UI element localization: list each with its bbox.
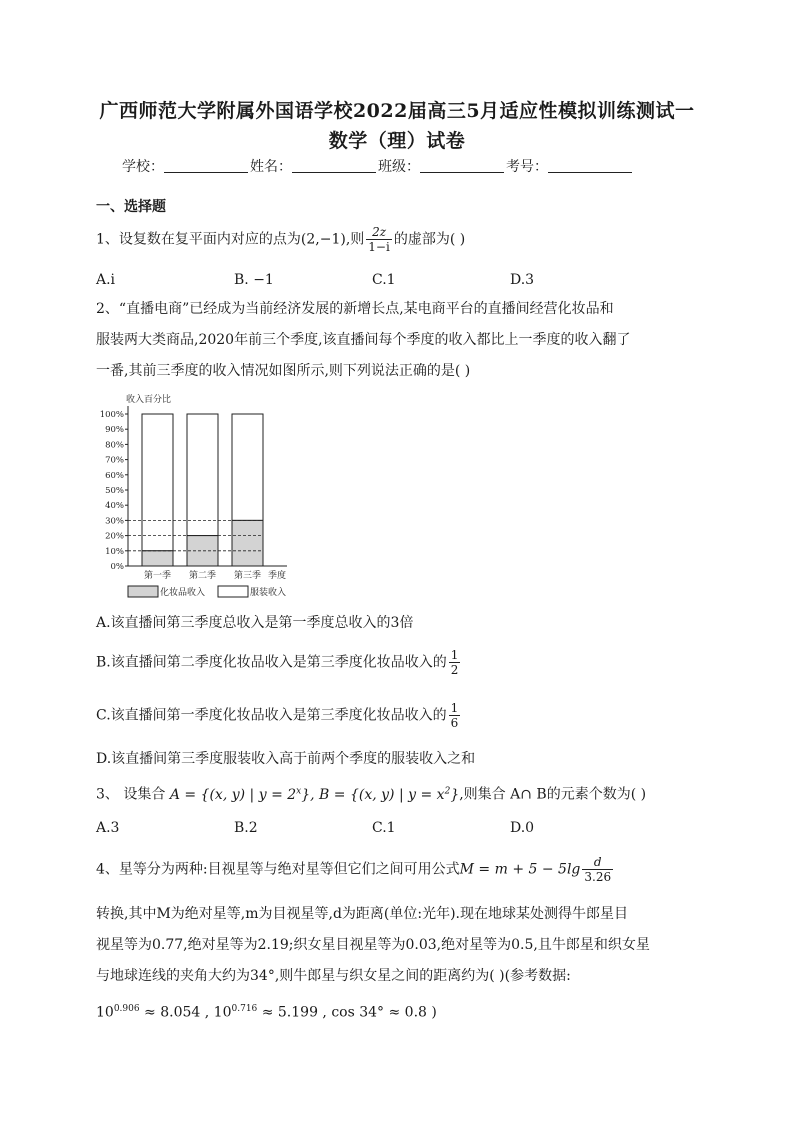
q4-line-3: 视星等为0.77,绝对星等为2.19;织女星目视星等为0.03,绝对星等为0.5,且牛郎星和织女星 bbox=[96, 937, 650, 953]
exam-number-label: 考号： bbox=[506, 159, 548, 175]
y-tick-label: 20% bbox=[105, 531, 124, 542]
q3-option-b[interactable]: B.2 bbox=[234, 820, 258, 836]
x-tick-label: 第一季 bbox=[143, 571, 172, 581]
q1-point: (2,−1) bbox=[300, 231, 346, 248]
student-info-row bbox=[122, 156, 634, 176]
legend-swatch-clothing bbox=[218, 586, 248, 597]
y-tick-label: 40% bbox=[105, 501, 124, 512]
q4-reference-data: $10^{0.906} \approx 8.054$ , $10^{0.716} \approx 5.199$ , cos 34° ≈ 0.8 ) bbox=[96, 1004, 437, 1021]
q2-option-c-fraction: $\frac{1}{6}$ bbox=[450, 701, 459, 730]
income-chart bbox=[92, 392, 302, 604]
y-tick-label: 90% bbox=[105, 425, 124, 436]
q2-line-1: 2、“直播电商”已经成为当前经济发展的新增长点,某电商平台的直播间经营化妆品和 bbox=[96, 301, 614, 317]
legend-swatch-cosmetics bbox=[128, 586, 158, 597]
q2-option-a[interactable]: A.该直播间第三季度总收入是第一季度总收入的3倍 bbox=[96, 615, 414, 631]
class-blank[interactable] bbox=[420, 158, 504, 173]
bar-clothing bbox=[187, 414, 218, 536]
section-title: 一、选择题 bbox=[96, 199, 166, 215]
school-label: 学校： bbox=[122, 159, 164, 175]
q2-option-b[interactable]: B.该直播间第二季度化妆品收入是第三季度化妆品收入的 $\frac{1}{2}$ bbox=[96, 648, 459, 677]
q3-stem: 3、 设集合 A = {(x, y) | $y = 2^x$}, B = {(x, y) | $y = x^2$},则集合 A∩ B的元素个数为( ) bbox=[96, 786, 647, 803]
name-blank[interactable] bbox=[292, 158, 376, 173]
q3-option-c[interactable]: C.1 bbox=[372, 820, 396, 836]
q4-stem: 4、星等分为两种:目视星等与绝对星等但它们之间可用公式M = m + 5 − 5lg $\frac{d}{3.26}$ bbox=[96, 855, 612, 884]
y-tick-label: 100% bbox=[99, 410, 124, 420]
q4-line-2: 转换,其中M为绝对星等,m为目视星等,d为距离(单位:光年).现在地球某处测得牛郎星目 bbox=[96, 906, 629, 922]
page-subtitle: 数学（理）试卷 bbox=[328, 130, 466, 152]
q2-option-b-fraction: $\frac{1}{2}$ bbox=[450, 648, 459, 677]
q1-option-d[interactable]: D.3 bbox=[510, 272, 535, 288]
y-tick-label: 10% bbox=[105, 546, 124, 557]
name-label: 姓名： bbox=[250, 159, 292, 175]
page-title: 广西师范大学附属外国语学校2022届高三5月适应性模拟训练测试一 bbox=[99, 100, 695, 122]
bar-cosmetics bbox=[232, 520, 263, 566]
x-axis-label: 季度 bbox=[268, 571, 287, 581]
y-axis-label: 收入百分比 bbox=[126, 395, 172, 405]
y-tick-label: 70% bbox=[105, 455, 124, 466]
y-tick-label: 30% bbox=[105, 516, 124, 527]
q3-option-a[interactable]: A.3 bbox=[96, 820, 120, 836]
q3-set-b: , B = {(x, y) | $y = x^2$} bbox=[310, 786, 460, 803]
bar-clothing bbox=[142, 414, 173, 551]
class-label: 班级： bbox=[378, 159, 420, 175]
school-blank[interactable] bbox=[164, 158, 248, 173]
q4-fraction: $\frac{d}{3.26}$ bbox=[584, 855, 612, 884]
q2-option-d[interactable]: D.该直播间第三季度服装收入高于前两个季度的服装收入之和 bbox=[96, 751, 476, 767]
exam-number-blank[interactable] bbox=[548, 158, 632, 173]
y-tick-label: 60% bbox=[105, 470, 124, 481]
legend-label-clothing: 服装收入 bbox=[250, 588, 287, 598]
q4-formula: M = m + 5 − 5lg bbox=[459, 861, 581, 878]
q2-option-c[interactable]: C.该直播间第一季度化妆品收入是第三季度化妆品收入的 $\frac{1}{6}$ bbox=[96, 701, 459, 730]
q1-stem: 1、设复数在复平面内对应的点为(2,−1),则 $\frac{2z}{1-i}$ 的虚部为( ) bbox=[96, 225, 466, 254]
q1-option-b[interactable]: B. −1 bbox=[234, 272, 274, 288]
legend-label-cosmetics: 化妆品收入 bbox=[160, 588, 206, 598]
x-tick-label: 第二季 bbox=[188, 571, 217, 581]
bar-cosmetics bbox=[142, 551, 173, 566]
q2-line-3: 一番,其前三季度的收入情况如图所示,则下列说法正确的是( ) bbox=[96, 363, 471, 379]
q4-line-4: 与地球连线的夹角大约为34°,则牛郎星与织女星之间的距离约为( )(参考数据: bbox=[96, 968, 571, 984]
q3-set-a: A = {(x, y) | $y = 2^x$} bbox=[169, 786, 311, 803]
y-tick-label: 80% bbox=[105, 440, 124, 451]
q3-option-d[interactable]: D.0 bbox=[510, 820, 535, 836]
q1-option-a[interactable]: A.i bbox=[96, 272, 116, 288]
q1-fraction: $\frac{2z}{1-i}$ bbox=[368, 225, 390, 254]
y-tick-label: 50% bbox=[105, 486, 124, 496]
y-tick-label: 0% bbox=[110, 562, 124, 572]
bar-clothing bbox=[232, 414, 263, 520]
q1-option-c[interactable]: C.1 bbox=[372, 272, 396, 288]
x-tick-label: 第三季 bbox=[233, 571, 262, 581]
q2-line-2: 服装两大类商品,2020年前三个季度,该直播间每个季度的收入都比上一季度的收入翻了 bbox=[96, 332, 631, 348]
